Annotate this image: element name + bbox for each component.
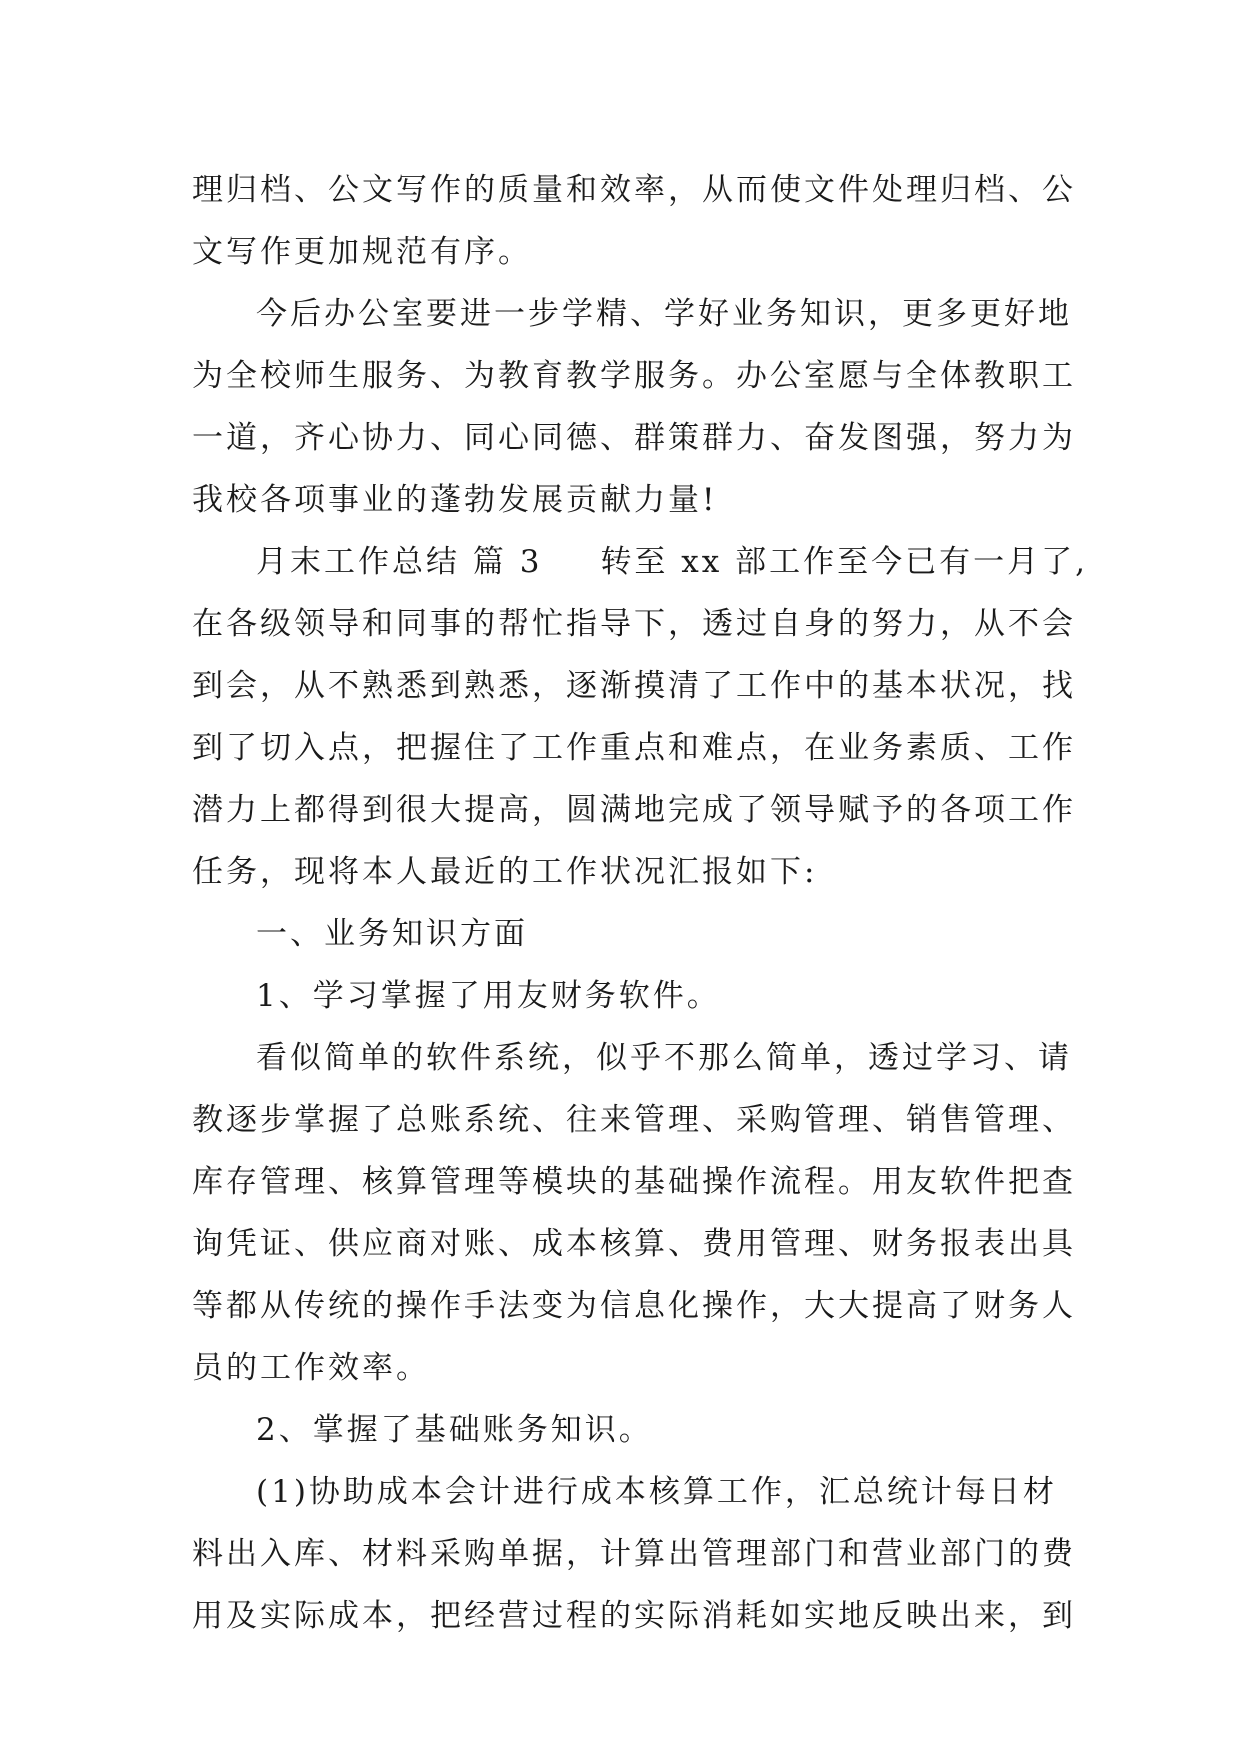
- text-line: 到了切入点，把握住了工作重点和难点，在业务素质、工作: [192, 730, 1076, 766]
- list-item: 2、掌握了基础账务知识。: [256, 1412, 653, 1448]
- text-line: 潜力上都得到很大提高，圆满地完成了领导赋予的各项工作: [192, 792, 1076, 828]
- text-line: 询凭证、供应商对账、成本核算、费用管理、财务报表出具: [192, 1226, 1076, 1262]
- text-line: 理归档、公文写作的质量和效率，从而使文件处理归档、公: [192, 172, 1076, 208]
- text-line: 教逐步掌握了总账系统、往来管理、采购管理、销售管理、: [192, 1102, 1076, 1138]
- text-line: 一道，齐心协力、同心同德、群策群力、奋发图强，努力为: [192, 420, 1076, 456]
- text-line: 今后办公室要进一步学精、学好业务知识，更多更好地: [256, 296, 1072, 332]
- text-line: 料出入库、材料采购单据，计算出管理部门和营业部门的费: [192, 1536, 1076, 1572]
- list-item: 1、学习掌握了用友财务软件。: [256, 978, 721, 1014]
- text-line: 我校各项事业的蓬勃发展贡献力量!: [192, 482, 718, 518]
- text-line: 员的工作效率。: [192, 1350, 430, 1386]
- text-line: (1)协助成本会计进行成本核算工作，汇总统计每日材: [256, 1474, 1057, 1510]
- text-line: 文写作更加规范有序。: [192, 234, 532, 270]
- section-heading: 月末工作总结 篇 3: [256, 544, 543, 580]
- text-line: 在各级领导和同事的帮忙指导下，透过自身的努力，从不会: [192, 606, 1076, 642]
- text-line: 任务，现将本人最近的工作状况汇报如下:: [192, 854, 818, 890]
- text-line: 用及实际成本，把经营过程的实际消耗如实地反映出来，到: [192, 1598, 1076, 1634]
- section-heading-line: [192, 531, 1088, 593]
- text-line: 为全校师生服务、为教育教学服务。办公室愿与全体教职工: [192, 358, 1076, 394]
- subheading: 一、业务知识方面: [256, 916, 528, 952]
- text-line: 等都从传统的操作手法变为信息化操作，大大提高了财务人: [192, 1288, 1076, 1324]
- text-line: 库存管理、核算管理等模块的基础操作流程。用友软件把查: [192, 1164, 1076, 1200]
- text-line: 到会，从不熟悉到熟悉，逐渐摸清了工作中的基本状况，找: [192, 668, 1076, 704]
- body-text: [192, 159, 1088, 1647]
- text-line: 转至 xx 部工作至今已有一月了,: [600, 544, 1088, 580]
- text-line: 看似简单的软件系统，似乎不那么简单，透过学习、请: [256, 1040, 1072, 1076]
